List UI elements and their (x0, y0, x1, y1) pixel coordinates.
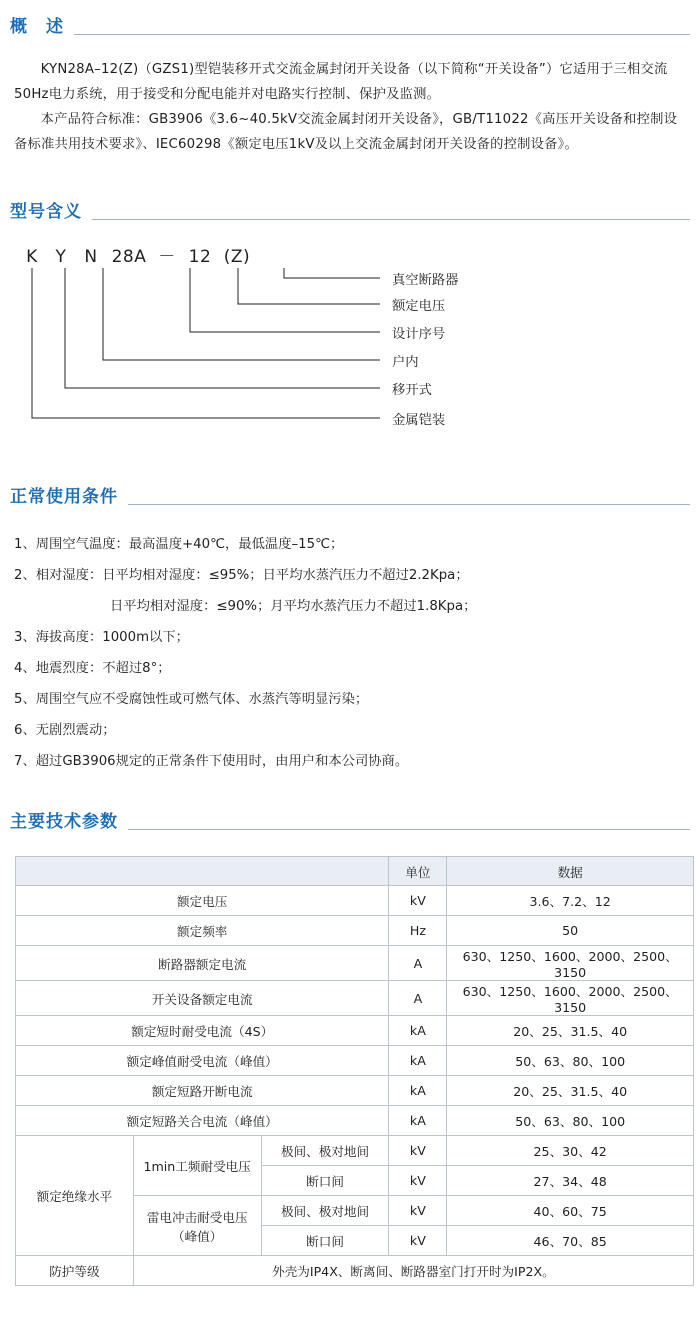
insulation-row-data: 40、60、75 (447, 1196, 694, 1226)
table-header-row (16, 857, 694, 886)
insulation-group-label-0: 1min工频耐受电压 (133, 1136, 261, 1196)
table-row (16, 1046, 694, 1076)
overview-body (14, 57, 686, 157)
row-name: 开关设备额定电流 (16, 981, 389, 1016)
conditions-list (14, 529, 686, 777)
section-header-specs (10, 807, 690, 838)
insulation-row-data: 46、70、85 (447, 1226, 694, 1256)
row-unit: kA (389, 1046, 447, 1076)
insulation-row-type: 断口间 (261, 1226, 389, 1256)
row-data: 50 (447, 916, 694, 946)
model-char-12: 12 (188, 247, 212, 267)
header-blank (16, 857, 389, 886)
model-label-1: 额定电压 (392, 299, 446, 314)
document-page (0, 12, 700, 1286)
condition-item-2-sub: 日平均相对湿度：≤90%；月平均水蒸汽压力不超过1.8Kpa； (110, 599, 477, 614)
insulation-row-data: 27、34、48 (447, 1166, 694, 1196)
header-data: 数据 (447, 857, 694, 886)
table-row (16, 1016, 694, 1046)
section-header-conditions (10, 482, 690, 513)
row-name: 额定电压 (16, 886, 389, 916)
condition-item-1: 1、周围空气温度：最高温度+40℃，最低温度–15℃； (14, 537, 344, 552)
insulation-row-unit: kV (389, 1196, 447, 1226)
row-unit: kA (389, 1106, 447, 1136)
table-row (16, 1106, 694, 1136)
row-data: 3.6、7.2、12 (447, 886, 694, 916)
row-data: 20、25、31.5、40 (447, 1016, 694, 1046)
insulation-row-unit: kV (389, 1136, 447, 1166)
section-title-specs: 主要技术参数 (10, 807, 128, 832)
insulation-group-label-1: 雷电冲击耐受电压（峰值） (133, 1196, 261, 1256)
insulation-row-unit: kV (389, 1226, 447, 1256)
table-row (16, 886, 694, 916)
row-name: 断路器额定电流 (16, 946, 389, 981)
row-name: 额定短路开断电流 (16, 1076, 389, 1106)
model-char-dash: － (158, 247, 176, 267)
model-char-y: Y (55, 247, 67, 267)
model-meaning-diagram (10, 242, 690, 472)
table-row (16, 981, 694, 1016)
section-header-overview (10, 12, 690, 43)
model-leader-lines (10, 242, 700, 472)
row-name: 额定短时耐受电流（4S） (16, 1016, 389, 1046)
row-data: 630、1250、1600、2000、2500、3150 (447, 981, 694, 1016)
model-label-4: 移开式 (392, 383, 432, 398)
model-char-z: (Z) (223, 247, 251, 267)
overview-paragraph-1: KYN28A–12(Z)（GZS1)型铠装移开式交流金属封闭开关设备（以下简称“开关设备”）它适用于三相交流50Hz电力系统，用于接受和分配电能并对电路实行控制、保护及监测。 (14, 62, 668, 102)
header-rule (10, 219, 690, 220)
row-name: 额定短路关合电流（峰值） (16, 1106, 389, 1136)
table-row (16, 1136, 694, 1166)
section-title-conditions: 正常使用条件 (10, 482, 128, 507)
row-name: 额定峰值耐受电流（峰值） (16, 1046, 389, 1076)
insulation-row-data: 25、30、42 (447, 1136, 694, 1166)
row-data: 50、63、80、100 (447, 1106, 694, 1136)
protection-name: 防护等级 (16, 1256, 134, 1286)
row-unit: kA (389, 1016, 447, 1046)
row-unit: Hz (389, 916, 447, 946)
model-label-5: 金属铠装 (392, 413, 446, 428)
condition-item-7: 7、超过GB3906规定的正常条件下使用时，由用户和本公司协商。 (14, 754, 409, 769)
insulation-row-type: 断口间 (261, 1166, 389, 1196)
section-header-model (10, 197, 690, 228)
specifications-table (15, 856, 694, 1286)
row-unit: A (389, 981, 447, 1016)
model-char-k: K (26, 247, 38, 267)
model-label-2: 设计序号 (392, 327, 446, 342)
table-row (16, 916, 694, 946)
insulation-row-unit: kV (389, 1166, 447, 1196)
condition-item-6: 6、无剧烈震动； (14, 723, 116, 738)
row-data: 20、25、31.5、40 (447, 1076, 694, 1106)
model-char-28a: 28A (111, 247, 147, 267)
row-unit: kV (389, 886, 447, 916)
row-unit: A (389, 946, 447, 981)
insulation-row-type: 极间、极对地间 (261, 1136, 389, 1166)
overview-paragraph-2: 本产品符合标准：GB3906《3.6~40.5kV交流金属封闭开关设备》，GB/T11022《高压开关设备和控制设备标准共用技术要求》、IEC60298《额定电压1kV及以上交流金属封闭开关设备的控制设备》。 (14, 112, 678, 152)
model-label-3: 户内 (392, 355, 419, 370)
section-title-overview: 概 述 (10, 12, 74, 37)
table-row (16, 1256, 694, 1286)
insulation-name: 额定绝缘水平 (16, 1136, 134, 1256)
table-row (16, 946, 694, 981)
condition-item-2: 2、相对湿度：日平均相对湿度：≤95%；日平均水蒸汽压力不超过2.2Kpa； (14, 568, 469, 583)
condition-item-4: 4、地震烈度：不超过8°； (14, 661, 171, 676)
row-data: 630、1250、1600、2000、2500、3150 (447, 946, 694, 981)
section-title-model: 型号含义 (10, 197, 92, 222)
row-unit: kA (389, 1076, 447, 1106)
header-unit: 单位 (389, 857, 447, 886)
condition-item-5: 5、周围空气应不受腐蚀性或可燃气体、水蒸汽等明显污染； (14, 692, 369, 707)
row-name: 额定频率 (16, 916, 389, 946)
table-row (16, 1076, 694, 1106)
model-char-n: N (84, 247, 98, 267)
header-rule (10, 34, 690, 35)
protection-data: 外壳为IP4X、断离间、断路器室门打开时为IP2X。 (133, 1256, 693, 1286)
model-label-0: 真空断路器 (392, 273, 459, 288)
condition-item-3: 3、海拔高度：1000m以下； (14, 630, 189, 645)
row-data: 50、63、80、100 (447, 1046, 694, 1076)
insulation-row-type: 极间、极对地间 (261, 1196, 389, 1226)
